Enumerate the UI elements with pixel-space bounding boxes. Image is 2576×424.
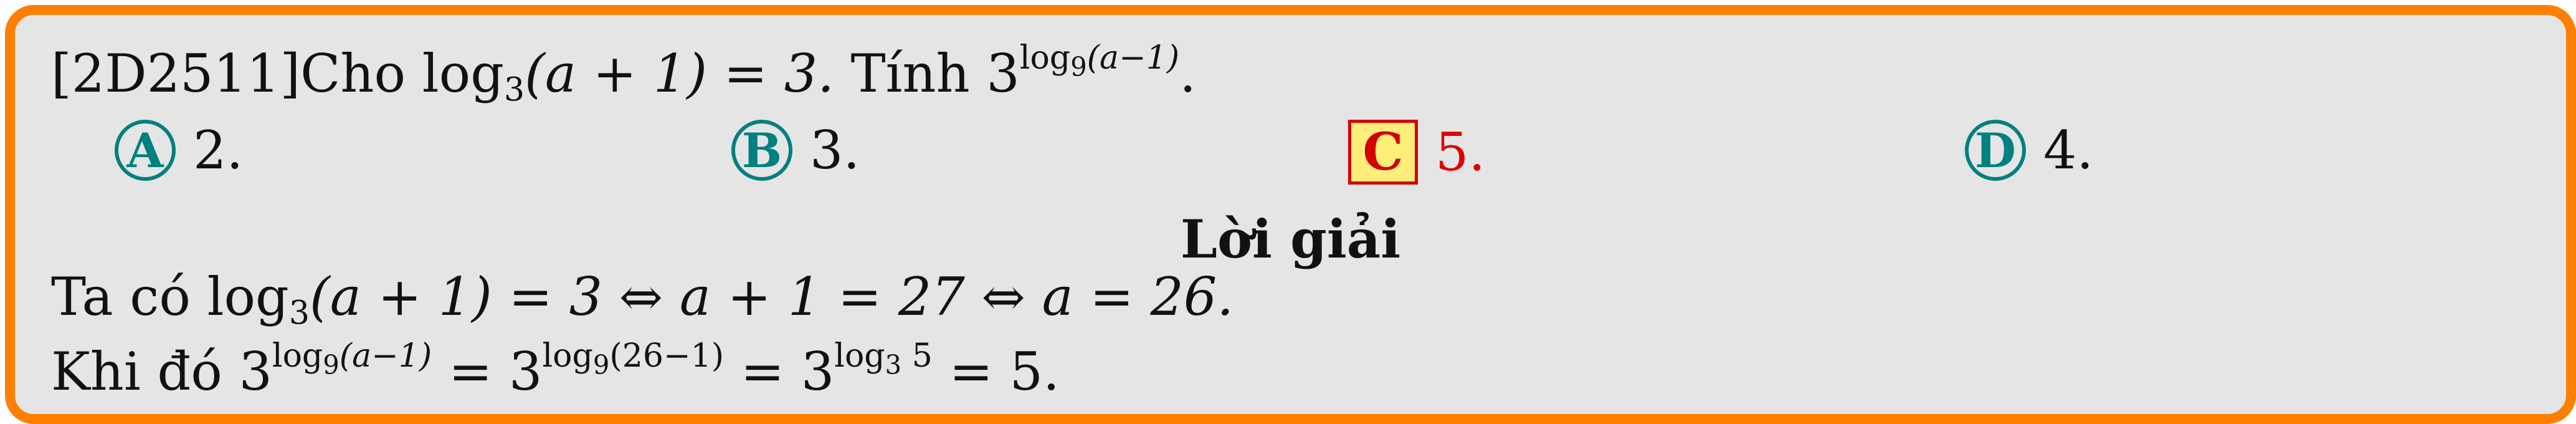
option-a[interactable] — [115, 120, 243, 181]
option-a-value: 2. — [193, 120, 244, 181]
question-prefix: Cho — [300, 43, 406, 104]
option-c-label: C — [1348, 120, 1418, 185]
question-text — [51, 39, 1196, 109]
option-b-label: B — [731, 120, 792, 181]
option-a-label: A — [115, 120, 176, 181]
log-function: log — [422, 43, 504, 104]
solution-line-2-prefix: Khi đó 3 — [51, 341, 272, 402]
exponent-3: log3 5 — [834, 337, 933, 380]
question-card — [5, 5, 2576, 424]
exponent-1: log9(a−1) — [272, 337, 432, 380]
equals-1: = 3 — [432, 341, 543, 402]
option-b[interactable] — [731, 120, 860, 181]
solution-title: Lời giải — [1180, 208, 1401, 270]
option-d-label: D — [1965, 120, 2026, 181]
log-function: log — [207, 266, 289, 327]
option-d[interactable] — [1965, 120, 2093, 181]
log-argument: (a + 1) = 3. — [525, 43, 834, 104]
question-end: . — [1179, 43, 1196, 104]
equals-2: = 3 — [724, 341, 835, 402]
result: = 5. — [932, 341, 1060, 402]
log-base: 3 — [288, 294, 310, 332]
exponent-2: log9(26−1) — [542, 337, 725, 380]
option-d-value: 4. — [2043, 120, 2094, 181]
question-code: [2D2511] — [51, 43, 301, 104]
solution-line-1 — [51, 266, 1234, 332]
option-b-value: 3. — [810, 120, 860, 181]
log-base: 3 — [503, 71, 525, 109]
option-c[interactable] — [1348, 120, 1485, 185]
exponent: log9(a−1) — [1019, 39, 1180, 82]
solution-line-2 — [51, 337, 1060, 402]
solution-line-1-prefix: Ta có — [51, 266, 191, 327]
question-ask: Tính 3 — [850, 43, 1020, 104]
option-c-value: 5. — [1435, 122, 1486, 183]
solution-line-1-rest: (a + 1) = 3 ⇔ a + 1 = 27 ⇔ a = 26. — [309, 266, 1234, 327]
